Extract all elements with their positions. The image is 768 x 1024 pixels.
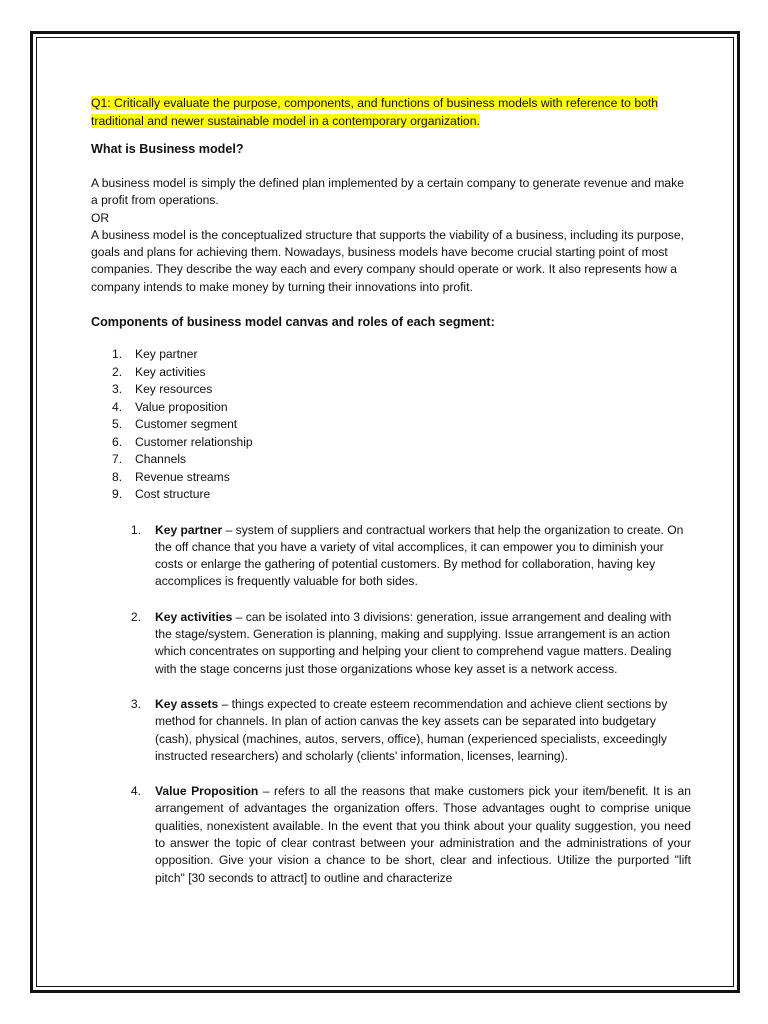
document-body	[91, 94, 691, 905]
list-item: 3. Key resources	[112, 382, 213, 397]
detail-term: Key partner	[155, 522, 223, 537]
detail-term: Key activities	[155, 609, 233, 624]
or-separator: OR	[91, 210, 110, 225]
detail-key-assets	[91, 696, 691, 765]
components-heading: Components of business model canvas and roles of each segment:	[91, 315, 495, 330]
detail-description: – refers to all the reasons that make customers pick your item/benefit. It is an arrangement of advantages the organization offers. Those advantages ought to comprise unique qualities, nonexistent available. In the event that you think about your quality suggestion, you need to answer the topic of clear contrast between your administration and the administrations of your opposition. Give your vision a chance to be short, clear and infectious. Utilize the purported "lift pitch" [30 seconds to attract] to outline and characterize	[155, 784, 691, 885]
components-list	[91, 346, 691, 504]
detail-description: – things expected to create esteem recommendation and achieve client sections by method for channels. In plan of action canvas the key assets can be separated into budgetary (cash), physical (machines, autos, servers, office), human (experienced specialists, exceedingly instructed researchers) and scholarly (clients' information, licenses, learning).	[155, 696, 668, 763]
detail-description: – can be isolated into 3 divisions: generation, issue arrangement and dealing with the stage/system. Generation is planning, making and supplying. Issue arrangement is an action which concentrates on supporting and helping your client to comprehend vague matters. Dealing with the stage concerns just those organizations whose key asset is a network access.	[155, 609, 672, 676]
detail-number: 3.	[130, 696, 141, 711]
definition-paragraph-1: A business model is simply the defined plan implemented by a certain company to generate revenue and make a profit from operations.	[91, 176, 684, 208]
list-item: 7. Channels	[112, 452, 187, 467]
list-item: 2. Key activities	[112, 364, 206, 379]
list-item: 5. Customer segment	[112, 417, 238, 432]
detail-text	[141, 696, 691, 765]
detail-text	[141, 783, 691, 887]
business-model-heading: What is Business model?	[91, 142, 244, 156]
list-item: 9. Cost structure	[112, 487, 211, 502]
list-item: 4. Value proposition	[112, 399, 228, 414]
question-text	[91, 94, 691, 130]
detail-value-proposition	[91, 783, 691, 887]
detail-term: Value Proposition	[155, 784, 259, 799]
detail-key-partner	[91, 522, 691, 591]
detail-description: – system of suppliers and contractual workers that help the organization to create. On the off chance that you have a variety of vital accomplices, it can empower you to diminish your costs or enlarge the gathering of potential customers. By method for collaboration, having key accomplices is frequently valuable for both sides.	[155, 522, 684, 589]
list-item: 6. Customer relationship	[112, 434, 253, 449]
list-item: 8. Revenue streams	[112, 469, 230, 484]
detail-key-activities	[91, 609, 691, 678]
definition-paragraph-2: A business model is the conceptualized structure that supports the viability of a business, including its purpose, goals and plans for achieving them. Nowadays, business models have become crucial starting point of most companies. They describe the way each and every company should operate or work. It also represents how a company intends to make money by turning their innovations into profit.	[91, 227, 684, 294]
detail-number: 1.	[130, 522, 141, 537]
detail-term: Key assets	[155, 696, 219, 711]
detail-text	[141, 609, 691, 678]
detail-text	[141, 522, 691, 591]
question-highlight: Q1: Critically evaluate the purpose, components, and functions of business models with reference to both traditional and newer sustainable model in a contemporary organization.	[91, 96, 659, 128]
list-item: 1. Key partner	[112, 347, 198, 362]
detail-number: 2.	[130, 609, 141, 624]
detail-number: 4.	[130, 784, 141, 799]
